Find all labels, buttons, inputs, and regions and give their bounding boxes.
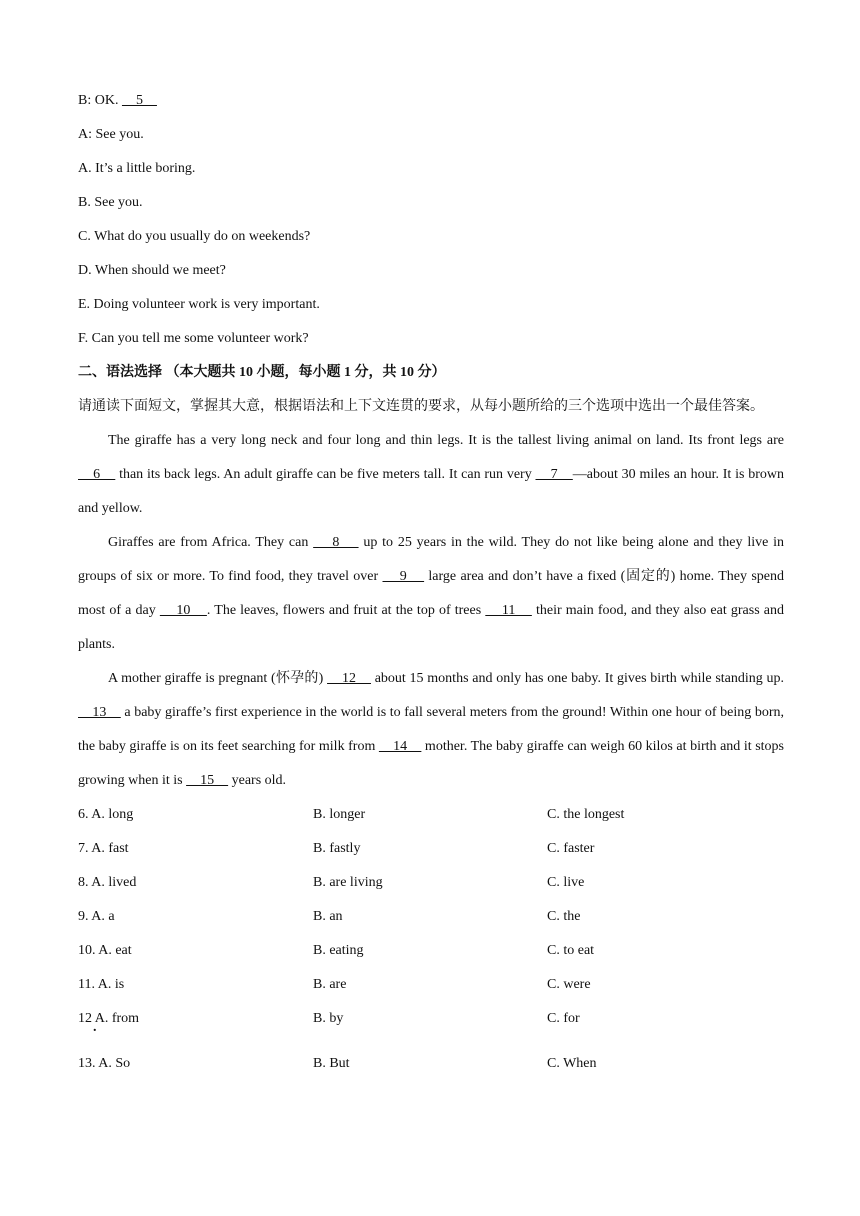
option-b: B. fastly (313, 841, 361, 856)
option-a: 13. A. So (78, 1056, 131, 1071)
options-row-12 (78, 1002, 784, 1047)
passage-text: large area and don’t have a fixed (固定的) home. They spend most of a day (78, 569, 785, 618)
options-row-11 (78, 968, 784, 1002)
dialogue-b-line (78, 84, 784, 118)
options-row-6 (78, 798, 784, 832)
blank-13: 13 (78, 705, 121, 720)
choice-a: A. It’s a little boring. (78, 161, 196, 176)
blank-8: 8 (313, 535, 359, 550)
options-row-13 (78, 1047, 784, 1081)
section-instructions: 请通读下面短文，掌握其大意，根据语法和上下文连贯的要求，从每小题所给的三个选项中选出一个最佳答案。 (78, 399, 764, 414)
option-b: B. But (313, 1056, 350, 1071)
option-b: B. eating (313, 943, 364, 958)
passage-text: years old. (228, 773, 287, 788)
option-b: B. are (313, 977, 347, 992)
dialogue-b-text: B: OK. (78, 93, 122, 108)
passage-text: up to 25 years in the wild. They do not like being alone and they live in groups of six or more. To find food, they travel over (78, 535, 785, 584)
passage-text: A mother giraffe is pregnant (怀孕的) (108, 671, 328, 686)
choice-b: B. See you. (78, 195, 143, 210)
passage-paragraph-1 (78, 424, 784, 526)
blank-6: 6 (78, 467, 116, 482)
options-row-9 (78, 900, 784, 934)
option-a: 8. A. lived (78, 875, 137, 890)
section-heading: 二、语法选择 （本大题共 10 小题，每小题 1 分，共 10 分） (78, 365, 446, 380)
passage-text: a baby giraffe’s first experience in the world is to fall several meters from the ground! Within one hour of being born, the baby giraffe is on its feet searching for milk from (78, 705, 784, 754)
passage-text: The giraffe has a very long neck and four long and thin legs. It is the tallest living animal on land. Its front legs are (108, 433, 784, 448)
document-page (78, 84, 784, 1081)
option-a: 7. A. fast (78, 841, 129, 856)
option-b: B. an (313, 909, 343, 924)
option-c: C. the longest (547, 807, 625, 822)
blank-5: 5 (121, 93, 157, 108)
choice-f: F. Can you tell me some volunteer work? (78, 331, 309, 346)
blank-12: 12 (327, 671, 371, 686)
passage-text: . The leaves, flowers and fruit at the top of trees (206, 603, 486, 618)
options-row-8 (78, 866, 784, 900)
blank-11: 11 (485, 603, 532, 618)
option-c: C. for (547, 1011, 580, 1026)
options-row-7 (78, 832, 784, 866)
option-c: C. faster (547, 841, 595, 856)
passage-paragraph-3 (78, 662, 784, 798)
option-c: C. live (547, 875, 585, 890)
blank-9: 9 (382, 569, 425, 584)
option-c: C. were (547, 977, 591, 992)
passage-paragraph-2 (78, 526, 784, 662)
blank-10: 10 (159, 603, 207, 618)
option-a: 12 A. from . (78, 1002, 313, 1047)
passage-text: Giraffes are from Africa. They can (108, 535, 314, 550)
blank-15: 15 (186, 773, 229, 788)
options-row-10 (78, 934, 784, 968)
option-a: 11. A. is (78, 977, 125, 992)
choice-d: D. When should we meet? (78, 263, 226, 278)
passage-text: their main food, and they also eat grass and plants. (78, 603, 785, 652)
option-a: 9. A. a (78, 909, 115, 924)
blank-14: 14 (378, 739, 422, 754)
choice-e: E. Doing volunteer work is very important. (78, 297, 320, 312)
choice-c: C. What do you usually do on weekends? (78, 229, 311, 244)
option-a: 10. A. eat (78, 943, 132, 958)
option-b: B. by (313, 1011, 344, 1026)
option-c: C. to eat (547, 943, 595, 958)
option-c: C. When (547, 1056, 597, 1071)
passage-text: mother. The baby giraffe can weigh 60 kilos at birth and it stops growing when it is (78, 739, 784, 788)
option-a: 6. A. long (78, 807, 134, 822)
option-b: B. longer (313, 807, 366, 822)
option-c: C. the (547, 909, 581, 924)
dialogue-a-line: A: See you. (78, 127, 144, 142)
passage-text: about 15 months and only has one baby. It gives birth while standing up. (370, 671, 784, 686)
passage-text: than its back legs. An adult giraffe can be five meters tall. It can run very (115, 467, 536, 482)
blank-7: 7 (535, 467, 573, 482)
option-b: B. are living (313, 875, 383, 890)
passage-text: —about 30 miles an hour. It is brown and yellow. (78, 467, 785, 516)
